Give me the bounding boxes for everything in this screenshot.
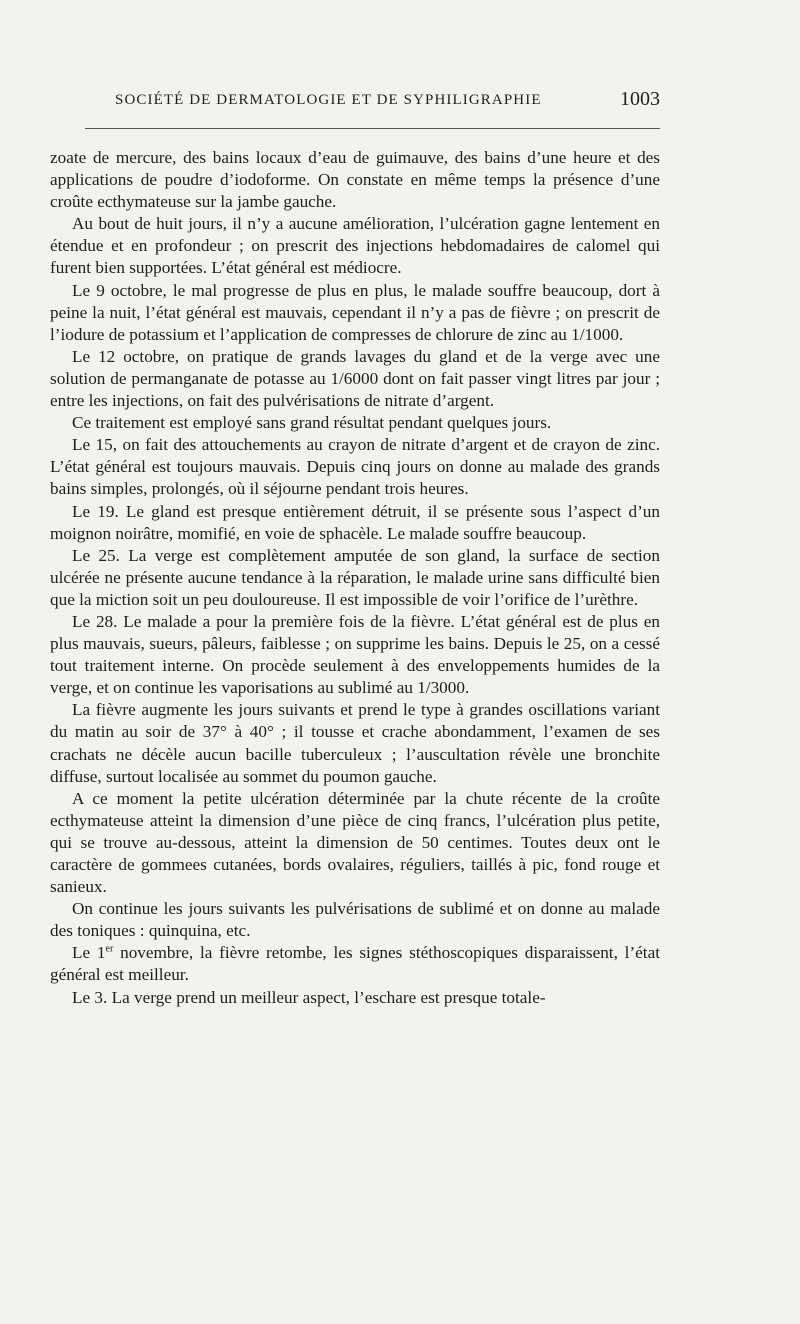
ordinal-superscript: er [105, 943, 114, 955]
paragraph: A ce moment la petite ulcération déterminée par la chute récente de la croûte ecthymateuse atteint la dimension d’une pièce de cinq francs, l’ulcération plus petite, qui se trouve au-dessous, atteint la dimension de 50 centimes. Toutes deux ont le caractère de gommees cutanées, bords ovalaires, réguliers, taillés à pic, fond rouge et sanieux. [50, 788, 660, 897]
page-header [115, 88, 660, 114]
paragraph: Le 28. Le malade a pour la première fois de la fièvre. L’état général est de plus en plus mauvais, sueurs, pâleurs, faiblesse ; on supprime les bains. Depuis le 25, on a cessé tout traitement interne. On procède seulement à des enveloppements humides de la verge, et on continue les vaporisations au sublimé au 1/3000. [50, 611, 660, 698]
header-rule [85, 128, 660, 129]
paragraph: Le 9 octobre, le mal progresse de plus en plus, le malade souffre beaucoup, dort à peine la nuit, l’état général est mauvais, cependant il n’y a pas de fièvre ; on prescrit de l’iodure de potassium et l’application de compresses de chlorure de zinc au 1/1000. [50, 280, 660, 344]
paragraph-text-end: novembre, la fièvre retombe, les signes stéthoscopiques disparaissent, l’état général est meilleur. [50, 943, 660, 985]
body-text [50, 147, 660, 1009]
paragraph: Le 19. Le gland est presque entièrement détruit, il se présente sous l’aspect d’un moignon noirâtre, momifié, en voie de sphacèle. Le malade souffre beaucoup. [50, 501, 660, 543]
paragraph: La fièvre augmente les jours suivants et prend le type à grandes oscillations variant du matin au soir de 37° à 40° ; il tousse et crache abondamment, l’examen de ses crachats ne décèle aucun bacille tuberculeux ; l’auscultation révèle une bronchite diffuse, surtout localisée au sommet du poumon gauche. [50, 700, 660, 786]
paragraph: Le 12 octobre, on pratique de grands lavages du gland et de la verge avec une solution de permanganate de potasse au 1/6000 dont on fait passer vingt litres par jour ; entre les injections, on fait des pulvérisations de nitrate d’argent. [50, 346, 660, 411]
paragraph-text-start: Le 1 [72, 943, 106, 963]
paragraph: Ce traitement est employé sans grand résultat pendant quelques jours. [72, 413, 552, 433]
paragraph: Le 15, on fait des attouchements au crayon de nitrate d’argent et de crayon de zinc. L’état général est toujours mauvais. Depuis cinq jours on donne au malade des grands bains simples, prolongés, où il séjourne pendant trois heures. [50, 435, 660, 499]
paragraph: On continue les jours suivants les pulvérisations de sublimé et on donne au malade des toniques : quinquina, etc. [50, 899, 660, 941]
paragraph: Le 3. La verge prend un meilleur aspect, l’eschare est presque totale- [72, 987, 546, 1007]
paragraph [50, 942, 660, 986]
paragraph: Le 25. La verge est complètement amputée de son gland, la surface de section ulcérée ne présente aucune tendance à la réparation, le malade urine sans difficulté bien que la miction soit un peu douloureuse. Il est impossible de voir l’orifice de l’urèthre. [50, 545, 660, 609]
page-number: 1003 [620, 88, 660, 110]
paragraph: zoate de mercure, des bains locaux d’eau de guimauve, des bains d’une heure et des applications de poudre d’iodoforme. On constate en même temps la présence d’une croûte ecthymateuse sur la jambe gauche. [50, 148, 660, 212]
running-title: SOCIÉTÉ DE DERMATOLOGIE ET DE SYPHILIGRAPHIE [115, 92, 542, 108]
paragraph: Au bout de huit jours, il n’y a aucune amélioration, l’ulcération gagne lentement en étendue et en profondeur ; on prescrit des injections hebdomadaires de calomel qui furent bien supportées. L’état général est médiocre. [50, 214, 660, 278]
